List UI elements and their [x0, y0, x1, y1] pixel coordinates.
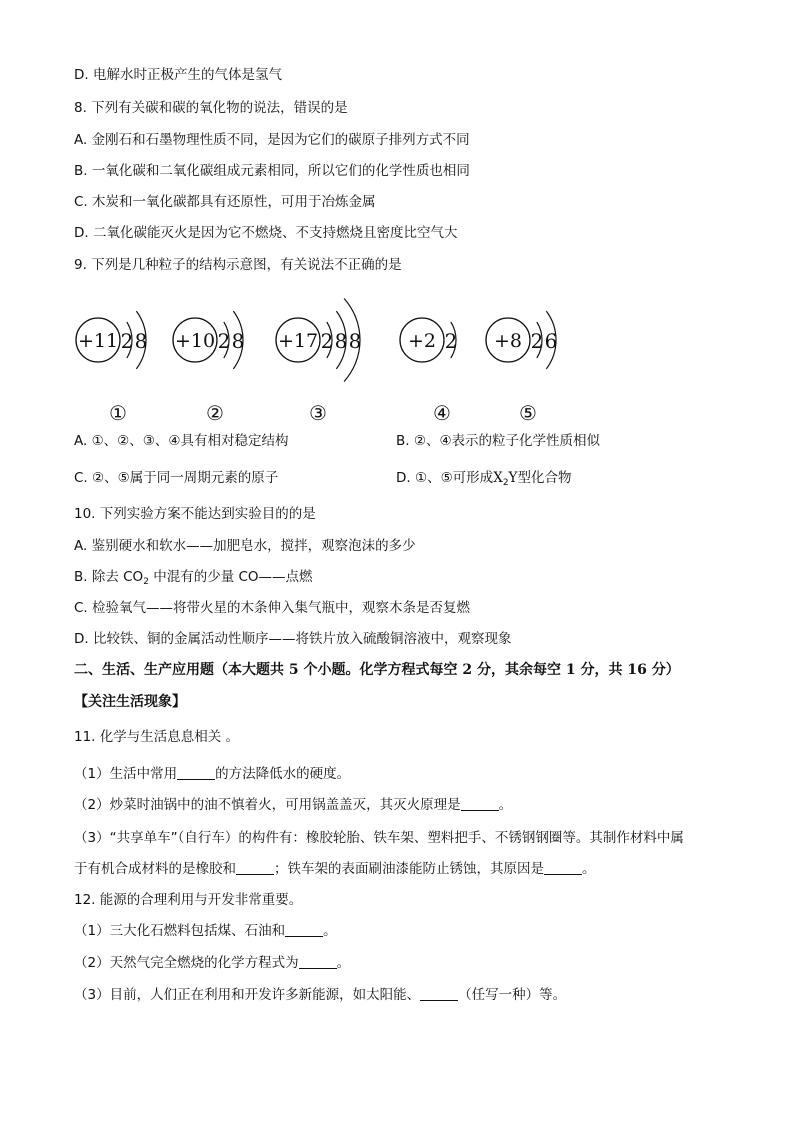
q10-option-c: C. 检验氧气——将带火星的木条伸入集气瓶中，观察木条是否复燃 [74, 600, 471, 616]
q12-3-text-end: （任写一种）等。 [458, 987, 567, 1003]
electron-count: 6 [544, 329, 558, 353]
q9-option-b: B. ②、④表示的粒子化学性质相似 [396, 433, 601, 449]
nucleus-charge: +2 [407, 330, 437, 352]
co2-subscript: 2 [143, 577, 149, 587]
q11-3-text-a: 于有机合成材料的是橡胶和 [74, 861, 236, 877]
atom-label: ④ [433, 401, 451, 425]
q11-3-text-b: ；铁车架的表面刷油漆能防止锈蚀，其原因是 [274, 861, 544, 877]
q11-part-2 [74, 796, 512, 814]
q11-part-3: （3）“共享单车”（自行车）的构件有：橡胶轮胎、铁车架、塑料把手、不锈钢钢圈等。其制作材料中属 [74, 830, 684, 846]
q10-option-b [74, 568, 313, 591]
q9-option-c: C. ②、⑤属于同一周期元素的原子 [74, 470, 279, 486]
atom-3 [276, 299, 361, 425]
formula-y: Y [508, 470, 518, 486]
q10b-prefix: B. 除去 CO [74, 569, 144, 585]
question-10: 10. 下列实验方案不能达到实验目的的是 [74, 506, 316, 522]
q11-part-1 [74, 765, 350, 783]
q9-option-d [396, 469, 571, 492]
q10-option-d: D. 比较铁、铜的金属活动性顺序——将铁片放入硫酸铜溶液中，观察现象 [74, 631, 512, 647]
answer-blank [177, 765, 215, 780]
nucleus-charge: +10 [174, 330, 216, 352]
q12-part-1 [74, 922, 337, 940]
q11-1-text-end: 的方法降低水的硬度。 [215, 766, 351, 782]
nucleus-charge: +17 [277, 330, 319, 352]
electron-count: 2 [444, 329, 458, 353]
q12-part-2 [74, 954, 350, 972]
focus-heading: 【关注生活现象】 [74, 694, 186, 710]
q9-option-a: A. ①、②、③、④具有相对稳定结构 [74, 433, 289, 449]
electron-count: 8 [231, 329, 245, 353]
formula-subscript: 2 [502, 478, 509, 488]
question-11: 11. 化学与生活息息相关 。 [74, 729, 240, 745]
electron-count: 2 [217, 329, 231, 353]
answer-blank [285, 922, 323, 937]
q8-option-a: A. 金刚石和石墨物理性质不同，是因为它们的碳原子排列方式不同 [74, 132, 470, 148]
q8-option-d: D. 二氧化碳能灭火是因为它不燃烧、不支持燃烧且密度比空气大 [74, 225, 458, 241]
q9d-suffix: 型化合物 [517, 470, 572, 486]
q11-1-text: （1）生活中常用 [74, 766, 178, 782]
q12-2-text: （2）天然气完全燃烧的化学方程式为 [74, 955, 299, 971]
q10-option-a: A. 鉴别硬水和软水——加肥皂水，搅拌，观察泡沫的多少 [74, 538, 416, 554]
q12-part-3 [74, 986, 566, 1004]
answer-blank [236, 860, 274, 875]
q11-part-3-cont [74, 860, 596, 878]
atom-label: ① [109, 401, 127, 425]
atom-structure-diagrams [60, 278, 600, 428]
q10b-suffix: 中混有的少量 CO——点燃 [148, 569, 313, 585]
atom-1 [76, 311, 147, 425]
line-q7d: D. 电解水时正极产生的气体是氢气 [74, 67, 282, 83]
atom-label: ⑤ [519, 401, 537, 425]
atom-label: ③ [309, 401, 327, 425]
question-9: 9. 下列是几种粒子的结构示意图，有关说法不正确的是 [74, 257, 402, 273]
q12-3-text: （3）目前，人们正在利用和开发许多新能源，如太阳能、 [74, 987, 421, 1003]
answer-blank [299, 954, 337, 969]
nucleus-charge: +8 [493, 330, 523, 352]
electron-count: 2 [320, 329, 334, 353]
answer-blank [420, 986, 458, 1001]
q12-1-text: （1）三大化石燃料包括煤、石油和 [74, 923, 286, 939]
formula-x: X [493, 470, 503, 486]
q11-2-text-end: 。 [498, 797, 513, 813]
section-2-heading: 二、生活、生产应用题（本大题共 5 个小题。化学方程式每空 2 分，其余每空 1 分，共 16 分） [74, 662, 680, 678]
q11-2-text: （2）炒菜时油锅中的油不慎着火，可用锅盖盖灭，其灭火原理是 [74, 797, 461, 813]
atom-label: ② [206, 401, 224, 425]
q11-3-text-c: 。 [582, 861, 596, 877]
nucleus-charge: +11 [77, 330, 119, 352]
q12-2-text-end: 。 [336, 955, 351, 971]
q8-option-b: B. 一氧化碳和二氧化碳组成元素相同，所以它们的化学性质也相同 [74, 163, 470, 179]
q8-option-c: C. 木炭和一氧化碳都具有还原性，可用于冶炼金属 [74, 194, 376, 210]
atom-5 [486, 311, 557, 425]
electron-count: 8 [334, 329, 348, 353]
atom-4 [400, 318, 457, 425]
atom-2 [173, 311, 244, 425]
q12-1-text-end: 。 [323, 923, 337, 939]
electron-count: 8 [348, 329, 362, 353]
question-8: 8. 下列有关碳和碳的氧化物的说法，错误的是 [74, 100, 348, 116]
electron-count: 8 [134, 329, 148, 353]
electron-count: 2 [530, 329, 544, 353]
answer-blank [544, 860, 582, 875]
electron-count: 2 [120, 329, 134, 353]
answer-blank [461, 796, 499, 811]
q9d-prefix: D. ①、⑤可形成 [396, 470, 494, 486]
question-12: 12. 能源的合理利用与开发非常重要。 [74, 892, 303, 908]
